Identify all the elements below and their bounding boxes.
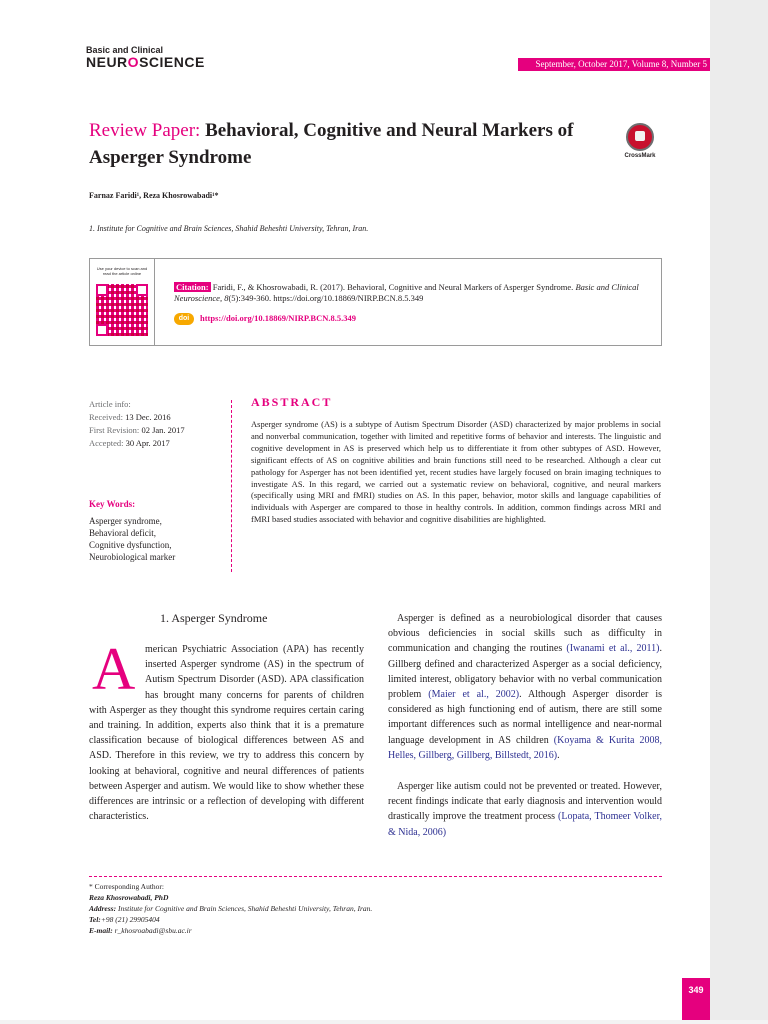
body-column-1 [89,642,364,824]
keyword: Cognitive dysfunction, [89,540,172,550]
author-list: Farnaz Faridi¹, Reza Khosrowabadi¹* [89,191,219,200]
journal-logo: NEUROSCIENCE [86,54,205,70]
issue-banner: September, October 2017, Volume 8, Number 5 [518,58,710,71]
author-phone: Tel:+98 (21) 29905404 [89,915,160,924]
qr-code-icon[interactable] [96,284,148,336]
qr-caption: Use your device to scan and read the article online [96,266,148,276]
keyword: Behavioral deficit, [89,528,156,538]
page-number: 349 [682,978,710,1024]
reference-link[interactable]: (Maier et al., 2002) [428,689,520,701]
paragraph: Asperger is defined as a neurobiological disorder that causes obvious deficiencies in social skills such as difficulty in communication and changing the routines (Iwanami et al., 2011). Gillberg defined and characterized Asperger as a social deficiency, limited interest, obligatory behavior with no verbal communication problem (Maier et al., 2002). Although Asperger disorder is considered as high functioning end of autism, there are still some important differences such as normal intelligence and near-normal language development in AS children (Koyama & Kurita 2008, Helles, Gillberg, Gillberg, Billstedt, 2016). [388,613,662,761]
revision-date: First Revision: 02 Jan. 2017 [89,425,185,435]
reference-link[interactable]: (Koyama & Kurita 2008, Helles, Gillberg, Gillberg, Billstedt, 2016) [388,734,662,761]
keywords-list [89,515,175,563]
article-info-heading: Article info: [89,399,131,409]
affiliation: 1. Institute for Cognitive and Brain Sciences, Shahid Beheshti University, Tehran, Iran. [89,224,369,233]
footnote-divider [89,876,662,877]
paragraph: Asperger like autism could not be prevented or treated. However, recent findings indicate that early diagnosis and intervention would drastically improve the treatment process (Lopata, Thomeer Volker, & Nida, 2006) [388,781,662,838]
citation-label: Citation: [176,282,209,292]
divider [231,400,232,572]
crossmark-icon [626,123,654,151]
doi-link[interactable]: https://doi.org/10.18869/NIRP.BCN.8.5.349 [200,313,357,323]
reference-link[interactable]: (Iwanami et al., 2011) [566,643,660,655]
abstract-text: Asperger syndrome (AS) is a subtype of Autism Spectrum Disorder (ASD) characterized by major problems in social and nonverbal communication, together with limited and repetitive forms of behavior and interests. The linguistic and cognitive development in AS is preserved which help us to differentiate it from other subtypes of ASD. However, significant effects of AS on cognitive abilities and brain functions still need to be researched. Although a clear cut pathology for Asperger has not been identified yet, recent studies have largely focused on brain imaging techniques to investigate AS. In this regard, we carried out a systematic review on behavioral, cognitive, and neural markers (specifically using MRI and fMRI) studies on AS. In this paper, behavior, motor skills and language capabilities of individuals with Asperger are compared to those in healthy controls. In addition, common findings across MRI and fMRI based studies associated with behavior and cognitive disabilities are highlighted. [251,419,661,525]
keyword: Neurobiological marker [89,552,176,562]
received-date: Received: 13 Dec. 2016 [89,412,171,422]
author-name: Reza Khosrowabadi, PhD [89,893,169,902]
article-type: Review Paper: [89,120,201,141]
doi-icon: doi [174,313,194,325]
crossmark-label: CrossMark [624,153,656,159]
article-info [89,398,185,450]
body-column-2 [388,611,662,856]
author-address: Address: Institute for Cognitive and Brain Sciences, Shahid Beheshti University, Tehran, Iran. [89,904,373,913]
author-email: E-mail: r_khosroabadi@sbu.ac.ir [89,926,192,935]
keywords-heading: Key Words: [89,499,136,509]
journal-brand-subtitle: Basic and Clinical [86,45,164,55]
bottom-rule [0,1020,768,1024]
abstract-heading: ABSTRACT [251,395,333,409]
section-heading: 1. Asperger Syndrome [160,611,268,625]
margin-strip [710,0,768,1024]
accepted-date: Accepted: 30 Apr. 2017 [89,438,170,448]
paragraph: merican Psychiatric Association (APA) has recently inserted Asperger syndrome (AS) in the spectrum of Autism Spectrum Disorder (ASD). APA classification has brought many concerns for parents of children with Asperger as they thought this syndrome requires certain caring and training. In addition, experts also think that it is a premature classification because of biological differences between AS and ASD. Therefore in this review, we try to address this concern by looking at behavioral, cognitive and neural differences of patients between Asperger and autism. We would like to show whether these differences are intrinsic or a reflection of developing with different characteristics. [89,644,364,823]
article-title [89,117,614,171]
drop-cap: A [92,636,136,702]
reference-link[interactable]: (Lopata, Thomeer Volker, & Nida, 2006) [388,811,662,838]
citation-text: Citation: Faridi, F., & Khosrowabadi, R. (2017). Behavioral, Cognitive and Neural Markers of Asperger Syndrome. Basic and Clinical Neuroscience, 8(5):349-360. https://doi.org/10.18869/NIRP.BCN.8.5.349 [174,282,639,303]
doi-row [174,313,356,325]
corresponding-author: * Corresponding Author: Reza Khosrowabadi, PhD Address: Institute for Cognitive and Brain Sciences, Shahid Beheshti University, Tehran, Iran. Tel:+98 (21) 29905404 E-mail: r_khosroabadi@sbu.ac.ir [89,881,662,936]
keyword: Asperger syndrome, [89,516,162,526]
crossmark-button[interactable] [620,123,660,159]
article-title-text: Behavioral, Cognitive and Neural Markers of Asperger Syndrome [89,120,574,168]
